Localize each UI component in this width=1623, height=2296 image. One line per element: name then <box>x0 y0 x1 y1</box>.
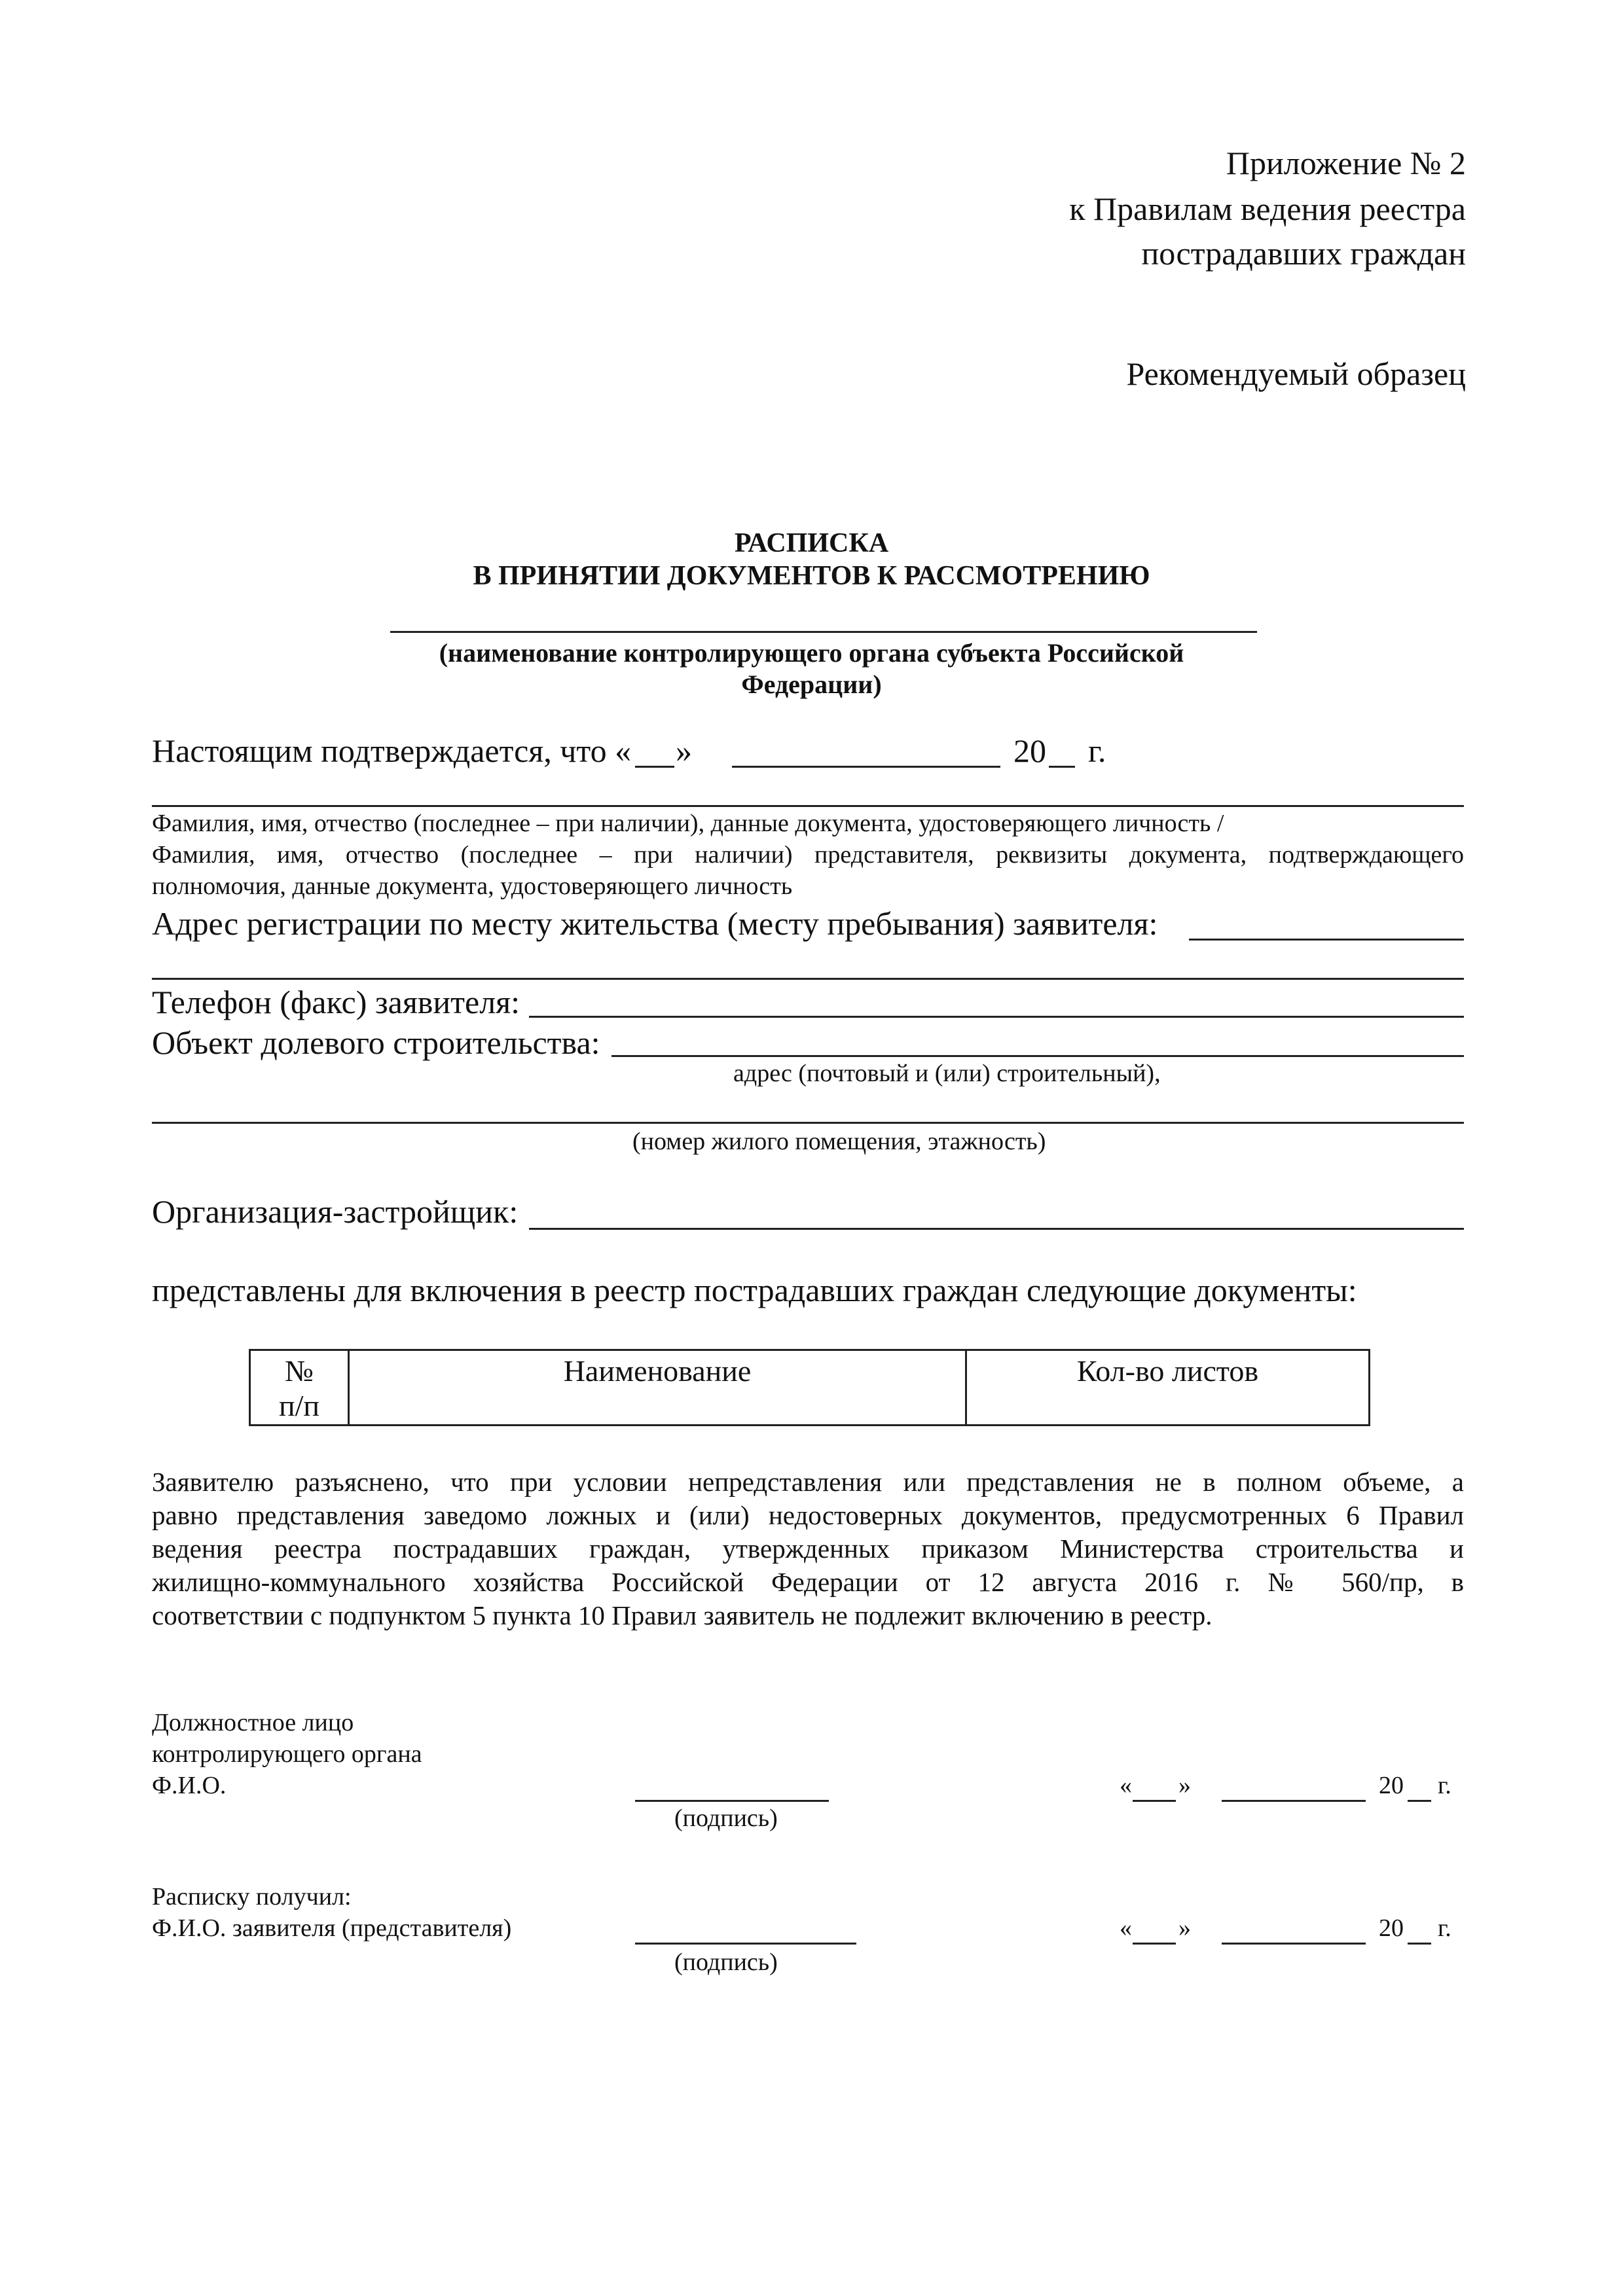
official-line-1: Должностное лицо <box>152 1709 354 1736</box>
notice-line-2: равно представления заведомо ложных и (или) недостоверных документов, предусмотренных 6 Правил <box>152 1500 1464 1530</box>
official-year-suffix: г. <box>1438 1772 1451 1799</box>
official-date-close: » <box>1178 1772 1191 1799</box>
notice-line-3: ведения реестра пострадавших граждан, утвержденных приказом Министерства строительства и <box>152 1534 1464 1564</box>
receiver-year-suffix: г. <box>1438 1914 1451 1942</box>
doc-title: РАСПИСКА <box>734 528 889 558</box>
appendix-registry: пострадавших граждан <box>1141 235 1466 272</box>
phone-label: Телефон (факс) заявителя: <box>152 984 520 1020</box>
documents-table <box>249 1349 1370 1426</box>
fio-field[interactable] <box>152 805 1464 807</box>
notice-line-5: соответствии с подпунктом 5 пункта 10 Правил заявитель не подлежит включению в реестр. <box>152 1600 1213 1630</box>
official-signature-field[interactable] <box>635 1800 829 1802</box>
object-field-2[interactable] <box>152 1122 1464 1124</box>
table-header-row <box>250 1350 1370 1426</box>
official-fio: Ф.И.О. <box>152 1772 227 1799</box>
receiver-date-open: « <box>1120 1914 1132 1942</box>
confirm-year-field[interactable] <box>1049 766 1075 768</box>
appendix-number: Приложение № 2 <box>1226 145 1466 181</box>
official-month-field[interactable] <box>1222 1800 1366 1802</box>
col-sheets-header: Кол-во листов <box>966 1350 1370 1426</box>
receiver-year: 20 <box>1379 1914 1404 1942</box>
receiver-year-field[interactable] <box>1408 1943 1431 1945</box>
confirm-year: 20 <box>1013 732 1046 769</box>
object-caption-address: адрес (почтовый и (или) строительный), <box>733 1060 1161 1087</box>
official-day-field[interactable] <box>1133 1800 1176 1802</box>
official-year-field[interactable] <box>1408 1800 1431 1802</box>
col-number-line2: п/п <box>278 1389 319 1422</box>
official-date-open: « <box>1120 1772 1132 1799</box>
receiver-date-close: » <box>1178 1914 1191 1942</box>
official-signature-caption: (подпись) <box>674 1804 778 1832</box>
object-field[interactable] <box>611 1055 1464 1057</box>
address-label: Адрес регистрации по месту жительства (месту пребывания) заявителя: <box>152 905 1158 942</box>
receiver-day-field[interactable] <box>1133 1943 1176 1945</box>
col-number-header <box>250 1350 349 1426</box>
confirm-prefix: Настоящим подтверждается, что « <box>152 732 632 769</box>
receiver-fio: Ф.И.О. заявителя (представителя) <box>152 1914 512 1942</box>
appendix-rules: к Правилам ведения реестра <box>1069 190 1466 227</box>
phone-field[interactable] <box>529 1016 1464 1018</box>
notice-line-1: Заявителю разъяснено, что при условии непредставления или представления не в полном объеме, а <box>152 1467 1464 1497</box>
recommended-sample: Рекомендуемый образец <box>1126 355 1466 392</box>
fio-caption-3: полномочия, данные документа, удостоверяющего личность <box>152 872 793 900</box>
address-field[interactable] <box>1189 939 1464 941</box>
confirm-year-suffix: г. <box>1088 732 1106 769</box>
col-name-header: Наименование <box>349 1350 966 1426</box>
fio-caption-1: Фамилия, имя, отчество (последнее – при наличии), данные документа, удостоверяющего личность / <box>152 810 1224 837</box>
org-caption-2: Федерации) <box>741 670 882 699</box>
official-line-2: контролирующего органа <box>152 1740 422 1768</box>
developer-label: Организация-застройщик: <box>152 1193 519 1230</box>
receiver-month-field[interactable] <box>1222 1943 1366 1945</box>
org-name-line[interactable] <box>390 631 1257 633</box>
notice-line-4: жилищно-коммунального хозяйства Российской Федерации от 12 августа 2016 г. № 560/пр, в <box>152 1567 1464 1597</box>
doc-subtitle: В ПРИНЯТИИ ДОКУМЕНТОВ К РАССМОТРЕНИЮ <box>473 561 1150 591</box>
confirm-day-field[interactable] <box>635 766 674 768</box>
org-caption-1: (наименование контролирующего органа субъекта Российской <box>439 638 1184 668</box>
fio-caption-2: Фамилия, имя, отчество (последнее – при наличии) представителя, реквизиты документа, подтверждающего <box>152 841 1464 869</box>
confirm-quote-close: » <box>676 732 692 769</box>
receiver-signature-caption: (подпись) <box>674 1948 778 1976</box>
object-label: Объект долевого строительства: <box>152 1024 600 1061</box>
developer-field[interactable] <box>529 1228 1464 1230</box>
receiver-line-1: Расписку получил: <box>152 1883 352 1910</box>
receiver-signature-field[interactable] <box>635 1943 856 1945</box>
object-caption-unit: (номер жилого помещения, этажность) <box>632 1128 1046 1155</box>
address-field-2[interactable] <box>152 978 1464 980</box>
documents-intro: представлены для включения в реестр пострадавших граждан следующие документы: <box>152 1272 1357 1308</box>
confirm-month-field[interactable] <box>732 766 1000 768</box>
col-number-line1: № <box>285 1354 314 1388</box>
official-year: 20 <box>1379 1772 1404 1799</box>
